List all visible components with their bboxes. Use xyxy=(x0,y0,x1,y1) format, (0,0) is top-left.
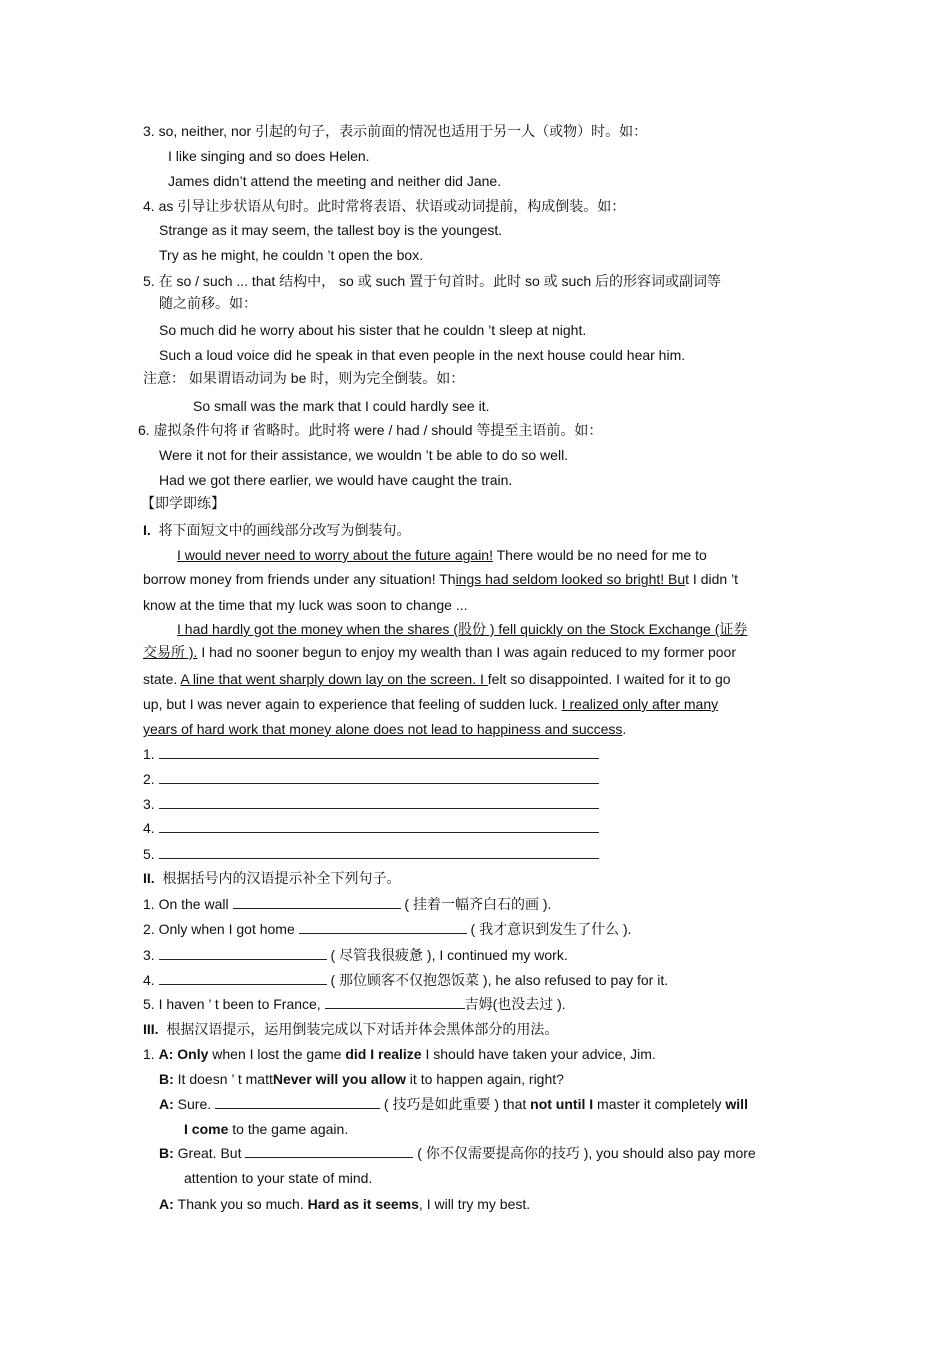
bold-phrase: did I realize xyxy=(345,1046,422,1062)
passage-text: There would be no need for me to xyxy=(492,547,707,563)
item-text: 5. I haven ’ t been to France, xyxy=(143,996,325,1012)
underlined-sentence-3: I had hardly got the money when the shares (股份 ) fell quickly on the Stock Exchange (证券 xyxy=(177,621,748,637)
dialogue-line-a2-cont xyxy=(184,1120,348,1138)
section-2-instruction: 根据括号内的汉语提示补全下列句子。 xyxy=(162,870,401,886)
passage-line xyxy=(143,695,718,713)
answer-line-2 xyxy=(143,770,599,788)
exercise-item-3 xyxy=(143,946,568,964)
rule-4-example-1: Strange as it may seem, the tallest boy is the youngest. xyxy=(159,222,503,238)
answer-blank[interactable] xyxy=(159,819,599,833)
underlined-sentence-2: ings had seldom looked so bright! Bu xyxy=(455,571,686,587)
dialogue-text: ( 技巧是如此重要 ) that xyxy=(380,1096,531,1112)
fill-blank[interactable] xyxy=(245,1144,413,1158)
rule-5-heading: 5. 在 so / such ... that 结构中， so 或 such 置于句首时。此时 so 或 such 后的形容词或副词等 xyxy=(143,273,722,289)
dialogue-line-a3 xyxy=(159,1195,530,1213)
dialogue-line-a1 xyxy=(143,1045,656,1063)
dialogue-text: Sure. xyxy=(177,1096,216,1112)
practice-title: 【即学即练】 xyxy=(141,495,225,511)
item-hint: ( 尽管我很疲惫 ), I continued my work. xyxy=(326,947,568,963)
dialogue-line-b1 xyxy=(159,1070,564,1088)
dialogue-text: , I will try my best. xyxy=(418,1196,531,1212)
speaker-a: A: xyxy=(158,1046,174,1062)
passage-text: borrow money from friends under any situation! Th xyxy=(143,571,456,587)
fill-blank[interactable] xyxy=(159,946,327,960)
answer-blank[interactable] xyxy=(159,795,599,809)
section-2-number: II. xyxy=(143,870,155,886)
rule-4-heading: 4. as 引导让步状语从句时。此时常将表语、状语或动词提前，构成倒装。如： xyxy=(143,198,626,214)
underlined-sentence-3-cont: 交易所 ). xyxy=(143,644,198,660)
passage-text: I had no sooner begun to enjoy my wealth than I was again reduced to my former poor xyxy=(197,644,736,660)
passage-line: know at the time that my luck was soon to change ... xyxy=(143,597,468,613)
dialogue-text: It doesn ’ t matt xyxy=(177,1071,273,1087)
section-3-instruction: 根据汉语提示，运用倒装完成以下对话并体会黑体部分的用法。 xyxy=(166,1021,559,1037)
item-text: 4. xyxy=(143,972,159,988)
rule-6-example-1: Were it not for their assistance, we wouldn ’t be able to do so well. xyxy=(159,447,569,463)
passage-text: felt so disappointed. I waited for it to go xyxy=(487,671,731,687)
section-2-heading xyxy=(143,869,400,887)
answer-blank[interactable] xyxy=(159,745,599,759)
answer-line-4 xyxy=(143,819,599,837)
bold-phrase: Never will you allow xyxy=(272,1071,406,1087)
rule-5-note: 注意： 如果谓语动词为 be 时，则为完全倒装。如： xyxy=(143,370,465,386)
speaker-b: B: xyxy=(159,1145,174,1161)
bold-phrase: I come xyxy=(184,1121,229,1137)
fill-blank[interactable] xyxy=(159,971,327,985)
bold-phrase: will xyxy=(725,1096,748,1112)
exercise-item-4 xyxy=(143,971,668,989)
speaker-a: A: xyxy=(159,1096,174,1112)
rule-4-example-2: Try as he might, he couldn ’t open the box. xyxy=(159,247,424,263)
fill-blank[interactable] xyxy=(215,1095,380,1109)
answer-line-5 xyxy=(143,845,599,863)
dialogue-text: I should have taken your advice, Jim. xyxy=(421,1046,656,1062)
section-1-heading xyxy=(143,521,411,539)
dialogue-number: 1. xyxy=(143,1046,155,1062)
answer-number: 1. xyxy=(143,746,155,762)
answer-number: 5. xyxy=(143,846,155,862)
section-3-heading xyxy=(143,1020,558,1038)
underlined-sentence-5: I realized only after many xyxy=(561,696,719,712)
rule-3-example-1: I like singing and so does Helen. xyxy=(168,148,370,164)
speaker-b: B: xyxy=(159,1071,174,1087)
dialogue-text: Thank you so much. xyxy=(177,1196,308,1212)
item-text: 2. Only when I got home xyxy=(143,921,299,937)
passage-line xyxy=(143,643,736,661)
underlined-sentence-5-cont: years of hard work that money alone does not lead to happiness and success xyxy=(143,721,623,737)
rule-5-note-example: So small was the mark that I could hardly see it. xyxy=(193,398,490,414)
item-hint: ( 那位顾客不仅抱怨饭菜 ), he also refused to pay for it. xyxy=(326,972,669,988)
underlined-sentence-1: I would never need to worry about the future again! xyxy=(177,547,493,563)
passage-line xyxy=(143,670,731,688)
dialogue-line-a2 xyxy=(159,1095,748,1113)
item-text: 1. On the wall xyxy=(143,896,233,912)
item-text: 3. xyxy=(143,947,159,963)
answer-number: 3. xyxy=(143,796,155,812)
section-1-number: I. xyxy=(143,522,151,538)
item-hint: ( 挂着一幅齐白石的画 ). xyxy=(400,896,552,912)
exercise-item-5 xyxy=(143,995,566,1013)
rule-5-heading-cont: 随之前移。如： xyxy=(159,295,257,311)
bold-phrase: Hard as it seems xyxy=(307,1196,419,1212)
rule-6-heading: 6. 虚拟条件句将 if 省略时。此时将 were / had / should 等提至主语前。如： xyxy=(138,422,603,438)
fill-blank[interactable] xyxy=(325,995,465,1009)
dialogue-text: it to happen again, right? xyxy=(405,1071,564,1087)
rule-5-example-2: Such a loud voice did he speak in that even people in the next house could hear him. xyxy=(159,347,686,363)
speaker-a: A: xyxy=(159,1196,174,1212)
passage-text: state. xyxy=(143,671,181,687)
bold-phrase: Only xyxy=(177,1046,209,1062)
passage-line xyxy=(143,570,738,588)
passage-text: up, but I was never again to experience that feeling of sudden luck. xyxy=(143,696,562,712)
passage-line xyxy=(143,546,807,564)
underlined-sentence-4: A line that went sharply down lay on the screen. I xyxy=(180,671,488,687)
rule-6-example-2: Had we got there earlier, we would have caught the train. xyxy=(159,472,513,488)
item-hint: ( 我才意识到发生了什么 ). xyxy=(466,921,632,937)
dialogue-text: when I lost the game xyxy=(208,1046,346,1062)
exercise-item-1 xyxy=(143,895,551,913)
rule-3-example-2: James didn’t attend the meeting and neither did Jane. xyxy=(168,173,502,189)
passage-line xyxy=(177,620,747,638)
answer-blank[interactable] xyxy=(159,845,599,859)
dialogue-text: ( 你不仅需要提高你的技巧 ), you should also pay more xyxy=(413,1145,756,1161)
dialogue-text: to the game again. xyxy=(228,1121,349,1137)
fill-blank[interactable] xyxy=(299,920,467,934)
passage-line xyxy=(143,720,626,738)
answer-number: 4. xyxy=(143,820,155,836)
answer-blank[interactable] xyxy=(159,770,599,784)
dialogue-text: Great. But xyxy=(177,1145,246,1161)
rule-5-example-1: So much did he worry about his sister that he couldn ’t sleep at night. xyxy=(159,322,587,338)
item-hint: 吉姆(也没去过 ). xyxy=(464,996,566,1012)
section-3-number: III. xyxy=(143,1021,159,1037)
dialogue-text: master it completely xyxy=(593,1096,726,1112)
answer-number: 2. xyxy=(143,771,155,787)
rule-3-heading: 3. so, neither, nor 引起的句子，表示前面的情况也适用于另一人（或物）时。如： xyxy=(143,123,648,139)
fill-blank[interactable] xyxy=(233,895,401,909)
passage-text: . xyxy=(622,721,627,737)
answer-line-1 xyxy=(143,745,599,763)
bold-phrase: not until I xyxy=(530,1096,594,1112)
passage-text: t I didn ’t xyxy=(685,571,739,587)
dialogue-line-b2-cont: attention to your state of mind. xyxy=(184,1170,373,1186)
dialogue-line-b2 xyxy=(159,1144,756,1162)
answer-line-3 xyxy=(143,795,599,813)
section-1-instruction: 将下面短文中的画线部分改写为倒装句。 xyxy=(158,522,411,538)
exercise-item-2 xyxy=(143,920,632,938)
